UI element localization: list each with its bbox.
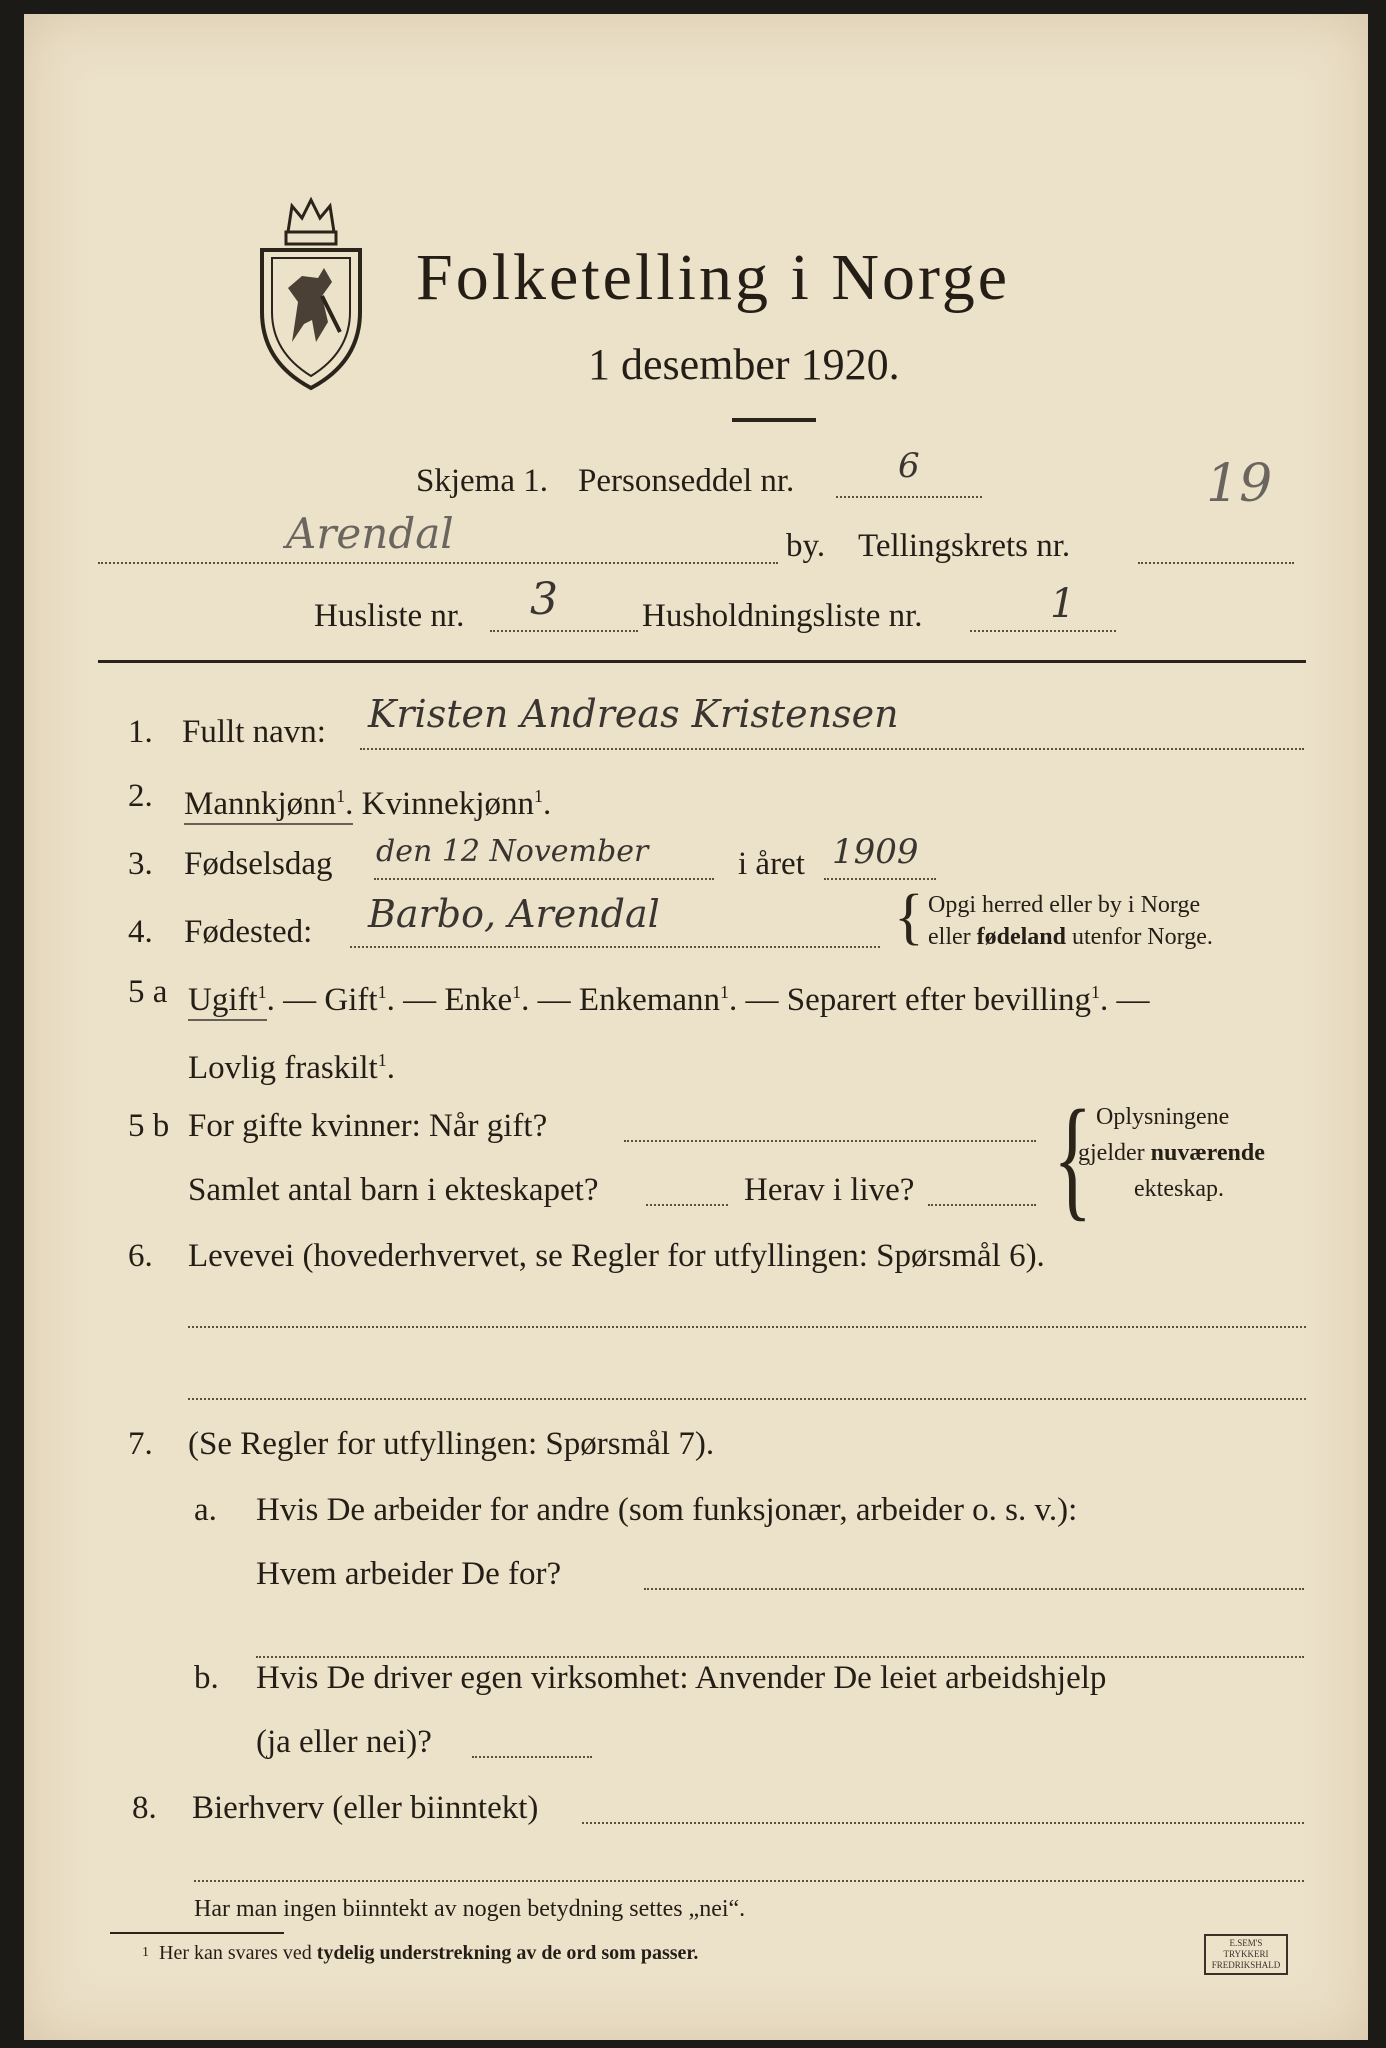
q7a-line1: Hvis De arbeider for andre (som funksjonær, arbeider o. s. v.): [256, 1492, 1078, 1528]
birthplace-field[interactable] [350, 946, 880, 948]
q5b-children-label: Samlet antal barn i ekteskapet? [188, 1172, 599, 1208]
gender-male-option[interactable]: Mannkjønn$^1$. [184, 786, 353, 825]
marital-enke-option[interactable]: Enke$^1$ [444, 982, 522, 1018]
header-divider [98, 660, 1306, 663]
q8-label: Bierhverv (eller biinntekt) [192, 1790, 539, 1826]
employer-field-1[interactable] [644, 1588, 1304, 1590]
husliste-field[interactable] [490, 630, 638, 632]
occupation-field-1[interactable] [188, 1326, 1306, 1328]
q4-note-line1: Opgi herred eller by i Norge [928, 892, 1201, 918]
marital-options: Ugift$^1$. — Gift$^1$. — Enke$^1$. — Enkemann$^1$. — Separert efter bevilling$^1$. — [188, 972, 1149, 1020]
city-field[interactable] [98, 562, 778, 564]
q4-label: Fødested: [184, 914, 313, 950]
q6-label: Levevei (hovederhvervet, se Regler for utfyllingen: Spørsmål 6). [188, 1238, 1045, 1274]
hired-help-field[interactable] [472, 1756, 592, 1758]
q7-number: 7. [128, 1426, 153, 1462]
q2-number: 2. [128, 778, 153, 814]
marital-ugift-option[interactable]: Ugift$^1$ [188, 982, 267, 1021]
husliste-label: Husliste nr. [314, 598, 465, 634]
schema-label: Skjema 1. [416, 463, 548, 499]
marital-gift-option[interactable]: Gift$^1$ [324, 982, 387, 1018]
birthplace-value: Barbo, Arendal [368, 892, 660, 936]
footnote: $^1$ Her kan svares ved tydelig understrekning av de ord som passer. [142, 1942, 699, 1964]
children-total-field[interactable] [646, 1204, 728, 1206]
personseddel-value: 6 [898, 446, 920, 486]
side-income-field-1[interactable] [582, 1822, 1304, 1824]
q4-note-line2: eller fødeland utenfor Norge. [928, 924, 1213, 950]
husholdning-label: Husholdningsliste nr. [642, 598, 923, 634]
coat-of-arms-icon [252, 192, 370, 397]
birth-date-value: den 12 November [376, 834, 649, 869]
occupation-field-2[interactable] [188, 1398, 1306, 1400]
tellingskrets-value: 19 [1206, 454, 1273, 514]
q5b-alive-label: Herav i live? [744, 1172, 915, 1208]
q7a-line2: Hvem arbeider De for? [256, 1556, 562, 1592]
form-title: Folketelling i Norge [416, 241, 1011, 314]
birth-date-field[interactable] [374, 878, 714, 880]
title-divider [732, 418, 816, 422]
q5b-number: 5 b [128, 1108, 170, 1144]
personseddel-label: Personseddel nr. [578, 463, 795, 499]
city-value: Arendal [286, 509, 454, 558]
birth-year-value: 1909 [832, 832, 919, 872]
q1-number: 1. [128, 714, 153, 750]
q7a-letter: a. [194, 1492, 217, 1528]
married-when-field[interactable] [624, 1140, 1036, 1142]
q5b-brace: { [1053, 1083, 1093, 1233]
q5a-number: 5 a [128, 974, 168, 1010]
footnote-divider [110, 1932, 284, 1934]
husliste-value: 3 [530, 574, 558, 625]
gender-options [184, 776, 551, 824]
q3-label: Fødselsdag [184, 846, 333, 882]
q5b-line1: For gifte kvinner: Når gift? [188, 1108, 548, 1144]
birth-year-field[interactable] [824, 878, 936, 880]
q7-label: (Se Regler for utfyllingen: Spørsmål 7). [188, 1426, 715, 1462]
husholdning-field[interactable] [970, 630, 1116, 632]
q5b-note-line3: ekteskap. [1134, 1176, 1224, 1202]
q1-label: Fullt navn: [182, 714, 326, 750]
year-label: i året [738, 846, 805, 882]
tellingskrets-label: Tellingskrets nr. [858, 528, 1071, 564]
husholdning-value: 1 [1050, 581, 1076, 627]
personseddel-field[interactable] [836, 496, 982, 498]
by-label: by. [786, 528, 826, 564]
children-alive-field[interactable] [928, 1204, 1036, 1206]
q7b-line1: Hvis De driver egen virksomhet: Anvender De leiet arbeidshjelp [256, 1660, 1107, 1696]
q4-brace: { [894, 883, 924, 951]
q8-number: 8. [132, 1790, 157, 1826]
printer-mark: E.SEM'S TRYKKERI FREDRIKSHALD [1204, 1934, 1288, 1975]
q6-number: 6. [128, 1238, 153, 1274]
marital-enkemann-option[interactable]: Enkemann$^1$ [578, 982, 730, 1018]
q4-number: 4. [128, 914, 153, 950]
q7b-line2: (ja eller nei)? [256, 1724, 432, 1760]
marital-fraskilt-option[interactable]: Lovlig fraskilt$^1$. [188, 1050, 395, 1086]
q7b-letter: b. [194, 1660, 219, 1696]
census-form [24, 14, 1368, 2040]
q5b-note-line2: gjelder nuværende [1078, 1140, 1265, 1166]
tellingskrets-field[interactable] [1138, 562, 1294, 564]
side-income-field-2[interactable] [194, 1880, 1304, 1882]
form-date: 1 desember 1920. [588, 340, 900, 389]
full-name-value: Kristen Andreas Kristensen [368, 692, 899, 736]
gender-female-option[interactable]: Kvinnekjønn$^1$. [361, 786, 552, 822]
marital-separert-option[interactable]: Separert efter bevilling$^1$ [786, 982, 1100, 1018]
side-income-note: Har man ingen biinntekt av nogen betydning settes „nei“. [194, 1896, 746, 1922]
q5b-note-line1: Oplysningene [1096, 1104, 1230, 1130]
q3-number: 3. [128, 846, 153, 882]
full-name-field[interactable] [360, 748, 1304, 750]
